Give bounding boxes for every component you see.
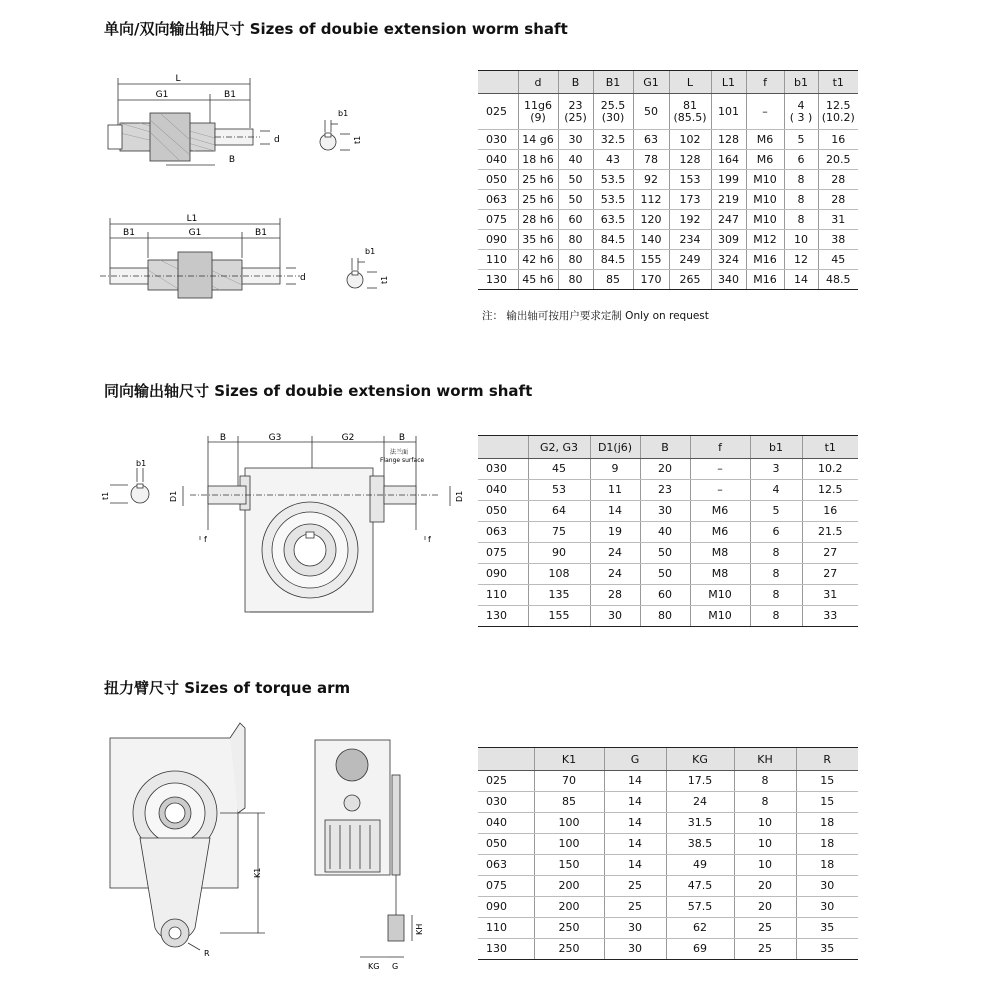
- table-cell: 309: [711, 230, 746, 250]
- table-cell: 20: [734, 876, 796, 897]
- table-cell: 10: [734, 813, 796, 834]
- table-cell: 35: [796, 918, 858, 939]
- table-cell: 247: [711, 210, 746, 230]
- column-header: t1: [818, 71, 858, 94]
- table-row: [478, 190, 858, 210]
- table-row: [478, 834, 858, 855]
- table-cell: 25: [734, 918, 796, 939]
- label-D1-right: D1: [455, 490, 464, 502]
- torque-arm-side-drawing: [300, 735, 430, 975]
- table-cell: 25 h6: [518, 190, 558, 210]
- table-cell: 10.2: [802, 459, 858, 480]
- row-model: 130: [478, 606, 528, 627]
- column-header: b1: [750, 436, 802, 459]
- table-cell: 45 h6: [518, 270, 558, 290]
- table-cell: 75: [528, 522, 590, 543]
- row-model: 130: [478, 939, 534, 960]
- table-cell: 35: [796, 939, 858, 960]
- table-cell: 10: [734, 834, 796, 855]
- double-output-shaft-drawing: [100, 210, 310, 315]
- table-cell: M6: [746, 150, 784, 170]
- label-B-left: B: [219, 433, 227, 443]
- row-model: 075: [478, 543, 528, 564]
- label-KH: KH: [415, 923, 424, 935]
- column-header: B: [640, 436, 690, 459]
- table-cell: 5: [784, 130, 818, 150]
- table-cell: 38: [818, 230, 858, 250]
- table-cell: 8: [784, 170, 818, 190]
- table-row: [478, 270, 858, 290]
- table-row: [478, 150, 858, 170]
- table-cell: M8: [690, 564, 750, 585]
- table-cell: 80: [640, 606, 690, 627]
- table-cell: 50: [633, 94, 669, 130]
- column-header: R: [796, 748, 858, 771]
- table-cell: 150: [534, 855, 604, 876]
- table-cell: 200: [534, 876, 604, 897]
- table-cell: 6: [784, 150, 818, 170]
- table-row: [478, 876, 858, 897]
- column-header: f: [746, 71, 784, 94]
- table-cell: 101: [711, 94, 746, 130]
- table-cell: 249: [669, 250, 711, 270]
- row-model: 063: [478, 190, 518, 210]
- row-model: 025: [478, 94, 518, 130]
- table-cell: 12.5: [802, 480, 858, 501]
- row-model: 030: [478, 130, 518, 150]
- table-cell: 69: [666, 939, 734, 960]
- table-cell: M10: [690, 585, 750, 606]
- column-header: B: [558, 71, 593, 94]
- table-cell: 19: [590, 522, 640, 543]
- table-cell: 30: [640, 501, 690, 522]
- table-cell: 53: [528, 480, 590, 501]
- table-cell: 4 ( 3 ): [784, 94, 818, 130]
- table-cell: 60: [558, 210, 593, 230]
- label-flange-en: Flange surface: [380, 457, 425, 464]
- table-cell: 25.5 (30): [593, 94, 633, 130]
- label-B1: B1: [224, 90, 236, 100]
- table-cell: 8: [750, 585, 802, 606]
- table-cell: –: [690, 480, 750, 501]
- row-model: 050: [478, 170, 518, 190]
- table-cell: 18: [796, 834, 858, 855]
- table-cell: 9: [590, 459, 640, 480]
- table-cell: 85: [593, 270, 633, 290]
- table-cell: 5: [750, 501, 802, 522]
- column-header: B1: [593, 71, 633, 94]
- row-model: 110: [478, 918, 534, 939]
- table-cell: 92: [633, 170, 669, 190]
- table-cell: 30: [604, 939, 666, 960]
- table-cell: 17.5: [666, 771, 734, 792]
- label-B: B: [228, 155, 236, 165]
- row-model: 025: [478, 771, 534, 792]
- table-row: [478, 130, 858, 150]
- table-cell: 8: [750, 564, 802, 585]
- table-cell: 16: [818, 130, 858, 150]
- torque-arm-front-drawing: [100, 718, 270, 968]
- table-cell: 18: [796, 855, 858, 876]
- table-cell: 8: [734, 792, 796, 813]
- label-t1: t1: [353, 135, 362, 144]
- table-row: [478, 855, 858, 876]
- row-model: 090: [478, 230, 518, 250]
- table-cell: 6: [750, 522, 802, 543]
- column-header: K1: [534, 748, 604, 771]
- label-B1-left: B1: [123, 228, 135, 238]
- row-model: 063: [478, 855, 534, 876]
- table-cell: 53.5: [593, 170, 633, 190]
- table-cell: M16: [746, 250, 784, 270]
- table-cell: M6: [746, 130, 784, 150]
- column-header: L1: [711, 71, 746, 94]
- table-cell: 45: [528, 459, 590, 480]
- table-cell: 100: [534, 834, 604, 855]
- table-cell: 100: [534, 813, 604, 834]
- table-cell: 15: [796, 771, 858, 792]
- table-cell: 28: [590, 585, 640, 606]
- row-model: 063: [478, 522, 528, 543]
- table-cell: 4: [750, 480, 802, 501]
- table-cell: 84.5: [593, 250, 633, 270]
- table-cell: 12: [784, 250, 818, 270]
- table-row: [478, 771, 858, 792]
- section3-title: 扭力臂尺寸 Sizes of torque arm: [104, 679, 351, 697]
- label-t1-2: t1: [380, 275, 389, 284]
- table-cell: 14: [604, 855, 666, 876]
- single-output-shaft-drawing: [100, 70, 300, 185]
- table-cell: 30: [796, 876, 858, 897]
- column-header: [478, 436, 528, 459]
- table-cell: 250: [534, 939, 604, 960]
- table-cell: 38.5: [666, 834, 734, 855]
- table-row: [478, 210, 858, 230]
- table-cell: 78: [633, 150, 669, 170]
- label-K1: K1: [253, 867, 262, 878]
- table-cell: 24: [590, 564, 640, 585]
- table-row: [478, 813, 858, 834]
- table-cell: 140: [633, 230, 669, 250]
- column-header: D1(j6): [590, 436, 640, 459]
- table-cell: 21.5: [802, 522, 858, 543]
- footnote: 注： 输出轴可按用户要求定制 Only on request: [482, 310, 709, 322]
- table-row: [478, 522, 858, 543]
- table-same-direction-shaft-sizes: [478, 435, 858, 627]
- row-model: 030: [478, 459, 528, 480]
- table-row: [478, 170, 858, 190]
- table-cell: 265: [669, 270, 711, 290]
- table-cell: 8: [784, 210, 818, 230]
- column-header: t1: [802, 436, 858, 459]
- table-cell: 40: [640, 522, 690, 543]
- column-header: G2, G3: [528, 436, 590, 459]
- row-model: 075: [478, 210, 518, 230]
- table-cell: M6: [690, 501, 750, 522]
- table-cell: 42 h6: [518, 250, 558, 270]
- label-KG: KG: [368, 962, 380, 971]
- table-cell: 20: [734, 897, 796, 918]
- table-row: [478, 606, 858, 627]
- label-D1-left: D1: [169, 490, 178, 502]
- table-cell: 31.5: [666, 813, 734, 834]
- table-cell: 47.5: [666, 876, 734, 897]
- table-cell: 128: [669, 150, 711, 170]
- table-row: [478, 250, 858, 270]
- table-cell: 25: [604, 897, 666, 918]
- table-cell: 63.5: [593, 210, 633, 230]
- row-model: 030: [478, 792, 534, 813]
- section2-title: 同向输出轴尺寸 Sizes of doubie extension worm shaft: [104, 382, 533, 400]
- table-cell: 12.5 (10.2): [818, 94, 858, 130]
- label-d-double: d: [300, 273, 306, 283]
- table-row: [478, 543, 858, 564]
- row-model: 040: [478, 813, 534, 834]
- table-row: [478, 501, 858, 522]
- table-cell: 20.5: [818, 150, 858, 170]
- table-cell: 90: [528, 543, 590, 564]
- table-cell: 199: [711, 170, 746, 190]
- table-cell: 80: [558, 250, 593, 270]
- table-cell: 10: [784, 230, 818, 250]
- table-torque-arm-sizes: [478, 747, 858, 960]
- table-cell: 50: [558, 170, 593, 190]
- table-cell: 25 h6: [518, 170, 558, 190]
- shaft-key-section-1: [310, 100, 370, 160]
- table-cell: 102: [669, 130, 711, 150]
- table-cell: 31: [802, 585, 858, 606]
- table-worm-shaft-sizes: [478, 70, 858, 290]
- table-cell: 57.5: [666, 897, 734, 918]
- table-cell: M16: [746, 270, 784, 290]
- table-row: [478, 564, 858, 585]
- label-R: R: [204, 949, 210, 958]
- table-cell: 8: [734, 771, 796, 792]
- same-direction-shaft-drawing: [100, 430, 470, 630]
- table-cell: 155: [633, 250, 669, 270]
- table-cell: 50: [558, 190, 593, 210]
- table-cell: 80: [558, 270, 593, 290]
- table-cell: 155: [528, 606, 590, 627]
- column-header: [478, 748, 534, 771]
- table-cell: 60: [640, 585, 690, 606]
- label-d: d: [274, 135, 280, 145]
- table-cell: 24: [666, 792, 734, 813]
- table-cell: 81 (85.5): [669, 94, 711, 130]
- table-cell: 14: [604, 813, 666, 834]
- table-cell: 40: [558, 150, 593, 170]
- table-row: [478, 585, 858, 606]
- table-cell: 53.5: [593, 190, 633, 210]
- table-cell: 31: [818, 210, 858, 230]
- table-cell: 30: [558, 130, 593, 150]
- table-cell: M10: [746, 190, 784, 210]
- table-cell: 108: [528, 564, 590, 585]
- table-cell: 200: [534, 897, 604, 918]
- row-model: 110: [478, 250, 518, 270]
- table-cell: 25: [604, 876, 666, 897]
- table-cell: 8: [750, 606, 802, 627]
- table-cell: M10: [746, 210, 784, 230]
- label-G1: G1: [155, 90, 169, 100]
- label-G: G: [392, 962, 399, 971]
- table-cell: 11: [590, 480, 640, 501]
- row-model: 075: [478, 876, 534, 897]
- row-model: 090: [478, 564, 528, 585]
- table-cell: 14: [590, 501, 640, 522]
- table-cell: 153: [669, 170, 711, 190]
- table-cell: 27: [802, 543, 858, 564]
- table-cell: –: [746, 94, 784, 130]
- table-cell: 43: [593, 150, 633, 170]
- table-cell: 112: [633, 190, 669, 210]
- table-cell: 18 h6: [518, 150, 558, 170]
- label-b1-s2: b1: [136, 459, 147, 468]
- table-cell: 33: [802, 606, 858, 627]
- table-cell: 70: [534, 771, 604, 792]
- table-cell: 3: [750, 459, 802, 480]
- table-cell: 84.5: [593, 230, 633, 250]
- label-b1: b1: [338, 109, 349, 118]
- table-cell: 135: [528, 585, 590, 606]
- row-model: 040: [478, 480, 528, 501]
- table-cell: 28: [818, 170, 858, 190]
- table-cell: 20: [640, 459, 690, 480]
- table-cell: 48.5: [818, 270, 858, 290]
- table-cell: 50: [640, 564, 690, 585]
- table-cell: 30: [590, 606, 640, 627]
- row-model: 050: [478, 501, 528, 522]
- table-cell: 11g6 (9): [518, 94, 558, 130]
- table-cell: M6: [690, 522, 750, 543]
- table-cell: 35 h6: [518, 230, 558, 250]
- table-cell: M12: [746, 230, 784, 250]
- column-header: L: [669, 71, 711, 94]
- label-L1: L1: [186, 214, 198, 224]
- table-cell: 340: [711, 270, 746, 290]
- table-cell: 30: [796, 897, 858, 918]
- table-cell: 24: [590, 543, 640, 564]
- row-model: 090: [478, 897, 534, 918]
- table-cell: 14: [604, 792, 666, 813]
- row-model: 130: [478, 270, 518, 290]
- table-cell: 50: [640, 543, 690, 564]
- label-B1-right: B1: [255, 228, 267, 238]
- label-L: L: [175, 74, 181, 84]
- table-cell: 192: [669, 210, 711, 230]
- table-cell: 250: [534, 918, 604, 939]
- table-cell: –: [690, 459, 750, 480]
- table-cell: M10: [746, 170, 784, 190]
- table-cell: M10: [690, 606, 750, 627]
- table-row: [478, 230, 858, 250]
- table-row: [478, 459, 858, 480]
- label-f-left: f: [204, 535, 207, 544]
- label-f-right: f: [428, 535, 431, 544]
- section1-title: 单向/双向输出轴尺寸 Sizes of doubie extension worm shaft: [104, 20, 568, 38]
- table-cell: 25: [734, 939, 796, 960]
- table-cell: 16: [802, 501, 858, 522]
- column-header: KG: [666, 748, 734, 771]
- table-cell: 62: [666, 918, 734, 939]
- label-flange-cn: 法兰面: [390, 449, 409, 456]
- table-row: [478, 918, 858, 939]
- table-cell: 18: [796, 813, 858, 834]
- table-cell: 173: [669, 190, 711, 210]
- table-cell: 14: [784, 270, 818, 290]
- label-b1-2: b1: [365, 247, 376, 256]
- label-G1-double: G1: [188, 228, 202, 238]
- table-cell: 164: [711, 150, 746, 170]
- table-cell: 324: [711, 250, 746, 270]
- table-cell: 219: [711, 190, 746, 210]
- column-header: KH: [734, 748, 796, 771]
- table-cell: 27: [802, 564, 858, 585]
- table-cell: 30: [604, 918, 666, 939]
- table-cell: 14: [604, 771, 666, 792]
- column-header: G1: [633, 71, 669, 94]
- table-cell: 28 h6: [518, 210, 558, 230]
- column-header: G: [604, 748, 666, 771]
- table-cell: 14 g6: [518, 130, 558, 150]
- table-row: [478, 94, 858, 130]
- table-row: [478, 897, 858, 918]
- row-model: 050: [478, 834, 534, 855]
- table-cell: 8: [750, 543, 802, 564]
- column-header: [478, 71, 518, 94]
- table-cell: 23: [640, 480, 690, 501]
- label-B-right: B: [398, 433, 406, 443]
- table-cell: 28: [818, 190, 858, 210]
- table-row: [478, 939, 858, 960]
- table-cell: 32.5: [593, 130, 633, 150]
- table-cell: 14: [604, 834, 666, 855]
- table-cell: 234: [669, 230, 711, 250]
- table-cell: 170: [633, 270, 669, 290]
- label-t1-s2: t1: [101, 491, 110, 500]
- table-cell: 49: [666, 855, 734, 876]
- row-model: 040: [478, 150, 518, 170]
- table-cell: 23 (25): [558, 94, 593, 130]
- table-cell: 10: [734, 855, 796, 876]
- table-cell: M8: [690, 543, 750, 564]
- column-header: f: [690, 436, 750, 459]
- column-header: b1: [784, 71, 818, 94]
- column-header: d: [518, 71, 558, 94]
- table-cell: 120: [633, 210, 669, 230]
- table-cell: 15: [796, 792, 858, 813]
- table-cell: 63: [633, 130, 669, 150]
- label-G3: G3: [268, 433, 282, 443]
- table-cell: 64: [528, 501, 590, 522]
- table-cell: 45: [818, 250, 858, 270]
- table-row: [478, 792, 858, 813]
- table-cell: 8: [784, 190, 818, 210]
- row-model: 110: [478, 585, 528, 606]
- table-cell: 85: [534, 792, 604, 813]
- table-cell: 128: [711, 130, 746, 150]
- table-cell: 80: [558, 230, 593, 250]
- table-row: [478, 480, 858, 501]
- shaft-key-section-2: [335, 240, 395, 300]
- label-G2: G2: [341, 433, 355, 443]
